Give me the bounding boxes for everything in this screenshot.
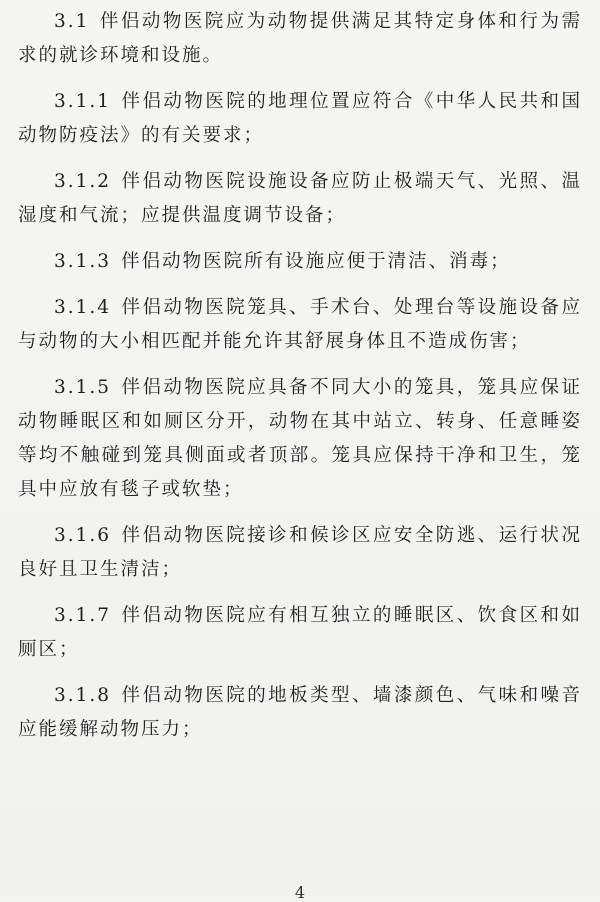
clause-number: 3.1.2	[54, 171, 112, 192]
clause-text: 伴侣动物医院笼具、手术台、处理台等设施设备应与动物的大小相匹配并能允许其舒展身体且不造成伤害；	[18, 297, 582, 352]
clause-3-1-5	[18, 371, 582, 507]
clause-3-1-2	[18, 165, 582, 233]
clause-text: 伴侣动物医院的地理位置应符合《中华人民共和国动物防疫法》的有关要求；	[18, 91, 582, 146]
clause-number: 3.1.6	[54, 525, 112, 546]
clause-number: 3.1.4	[54, 297, 112, 318]
clause-text: 伴侣动物医院的地板类型、墙漆颜色、气味和噪音应能缓解动物压力；	[18, 685, 582, 740]
clause-3-1	[18, 5, 582, 73]
clause-text: 伴侣动物医院应为动物提供满足其特定身体和行为需求的就诊环境和设施。	[18, 11, 582, 66]
document-body	[18, 5, 582, 759]
clause-3-1-7	[18, 599, 582, 667]
clause-text: 伴侣动物医院所有设施应便于清洁、消毒；	[121, 251, 511, 272]
clause-text: 伴侣动物医院设施设备应防止极端天气、光照、温湿度和气流；应提供温度调节设备；	[18, 171, 582, 226]
clause-text: 伴侣动物医院应有相互独立的睡眠区、饮食区和如厕区；	[18, 605, 582, 660]
clause-number: 3.1	[54, 11, 90, 32]
clause-number: 3.1.8	[54, 685, 112, 706]
clause-text: 伴侣动物医院接诊和候诊区应安全防逃、运行状况良好且卫生清洁；	[18, 525, 582, 580]
clause-number: 3.1.3	[54, 251, 112, 272]
clause-3-1-1	[18, 85, 582, 153]
clause-3-1-4	[18, 291, 582, 359]
page-number: 4	[294, 883, 306, 902]
clause-number: 3.1.1	[54, 91, 112, 112]
clause-3-1-6	[18, 519, 582, 587]
clause-3-1-8	[18, 679, 582, 747]
clause-3-1-3	[18, 245, 582, 279]
clause-text: 伴侣动物医院应具备不同大小的笼具，笼具应保证动物睡眠区和如厕区分开，动物在其中站立、转身、任意睡姿等均不触碰到笼具侧面或者顶部。笼具应保持干净和卫生，笼具中应放有毯子或软垫；	[18, 377, 582, 500]
clause-number: 3.1.7	[54, 605, 112, 626]
clause-number: 3.1.5	[54, 377, 112, 398]
